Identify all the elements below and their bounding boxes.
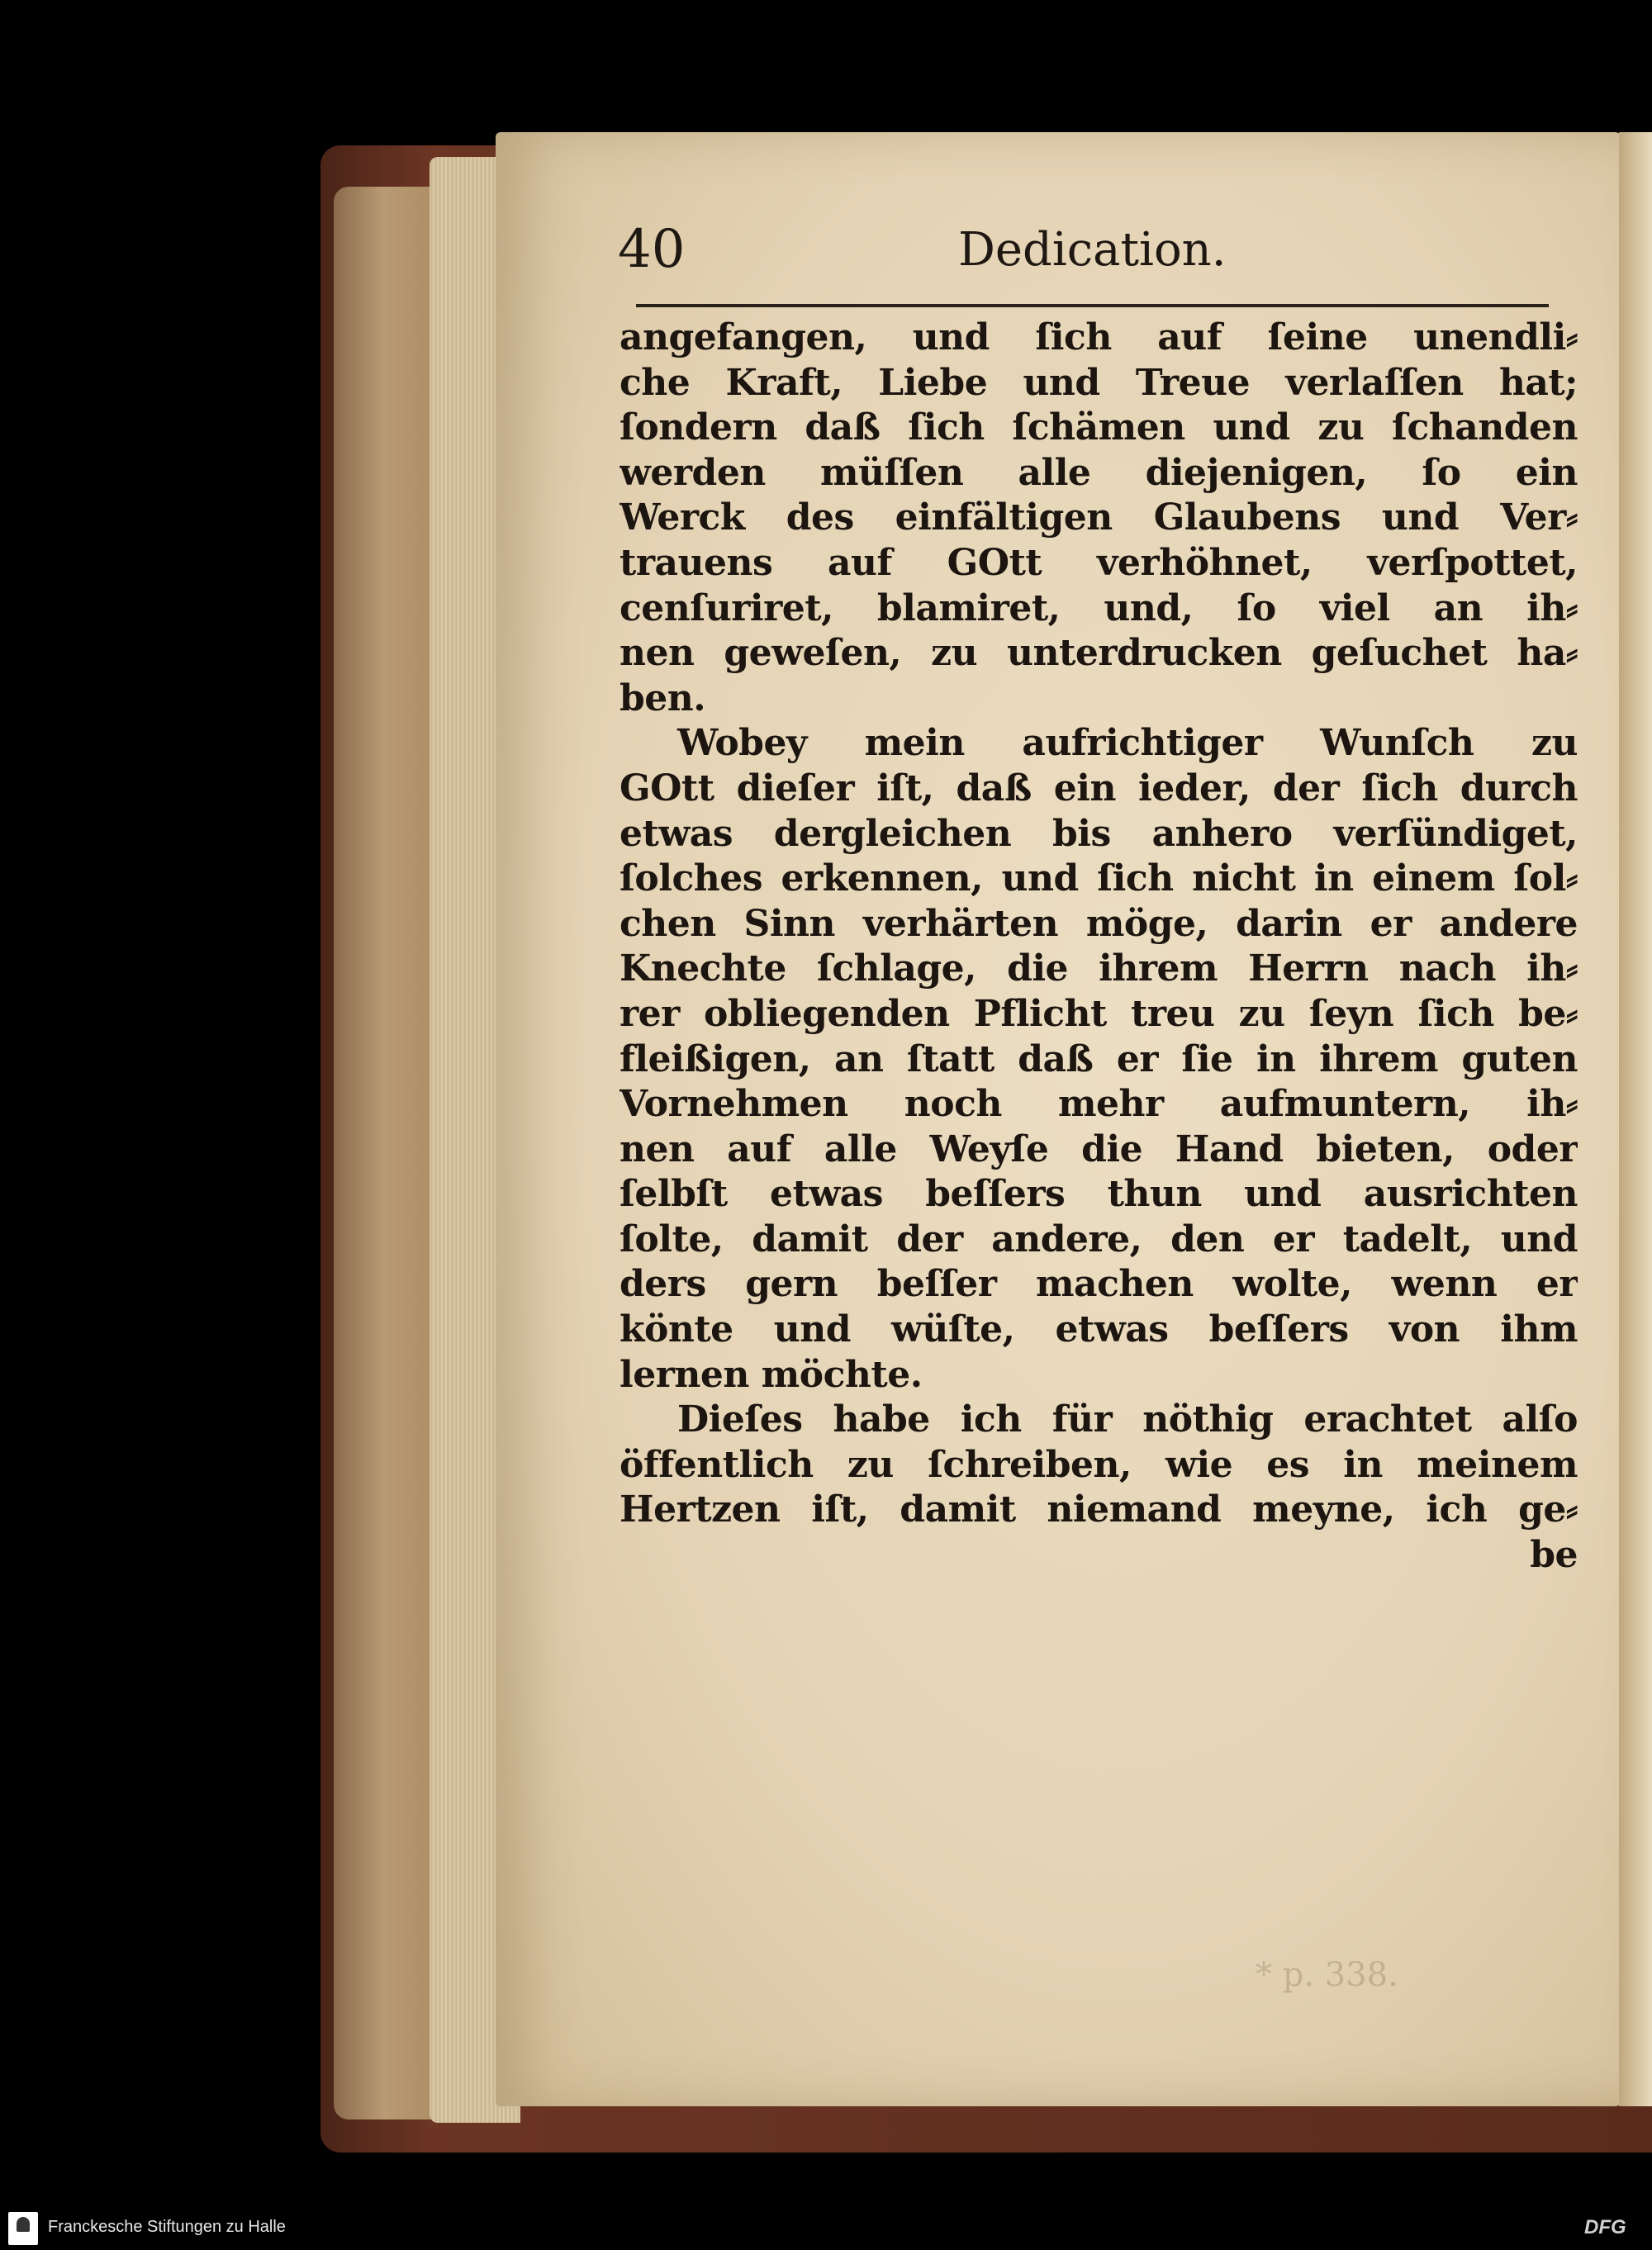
- text-line: etwas dergleichen bis anhero verſündiget,: [620, 812, 1578, 855]
- text-line: öffentlich zu ſchreiben, wie es in meinem: [620, 1443, 1578, 1486]
- text-line: Knechte ſchlage, die ihrem Herrn nach ih⸗: [620, 947, 1578, 990]
- text-line: Hertzen iſt, damit niemand meyne, ich ge⸗: [620, 1488, 1578, 1531]
- footer-institution: Franckesche Stiftungen zu Halle: [48, 2218, 286, 2236]
- text-line: GOtt dieſer iſt, daß ein ieder, der ſich durch: [620, 767, 1578, 809]
- text-line: Wobey mein aufrichtiger Wunſch zu: [677, 722, 1578, 765]
- text-line: chen Sinn verhärten möge, darin er andere: [620, 902, 1578, 945]
- text-line: Werck des einfältigen Glaubens und Ver⸗: [620, 496, 1578, 539]
- show-through-text: * p. 338.: [1256, 1956, 1398, 1994]
- catchword: be: [1530, 1534, 1578, 1577]
- text-line: ſelbſt etwas beſſers thun und ausrichten: [620, 1173, 1578, 1216]
- text-line: cenſuriret, blamiret, und, ſo viel an ih⸗: [620, 586, 1578, 629]
- funder-logo: DFG: [1584, 2216, 1626, 2238]
- text-line: ſondern daß ſich ſchämen und zu ſchanden: [620, 406, 1578, 449]
- text-line: nen geweſen, zu unterdrucken geſuchet ha⸗: [620, 632, 1578, 675]
- text-line: ders gern beſſer machen wolte, wenn er: [620, 1263, 1578, 1306]
- text-line: rer obliegenden Pflicht treu zu ſeyn ſich be⸗: [620, 992, 1578, 1035]
- text-line: Vornehmen noch mehr aufmuntern, ih⸗: [620, 1083, 1578, 1126]
- text-line: ſolches erkennen, und ſich nicht in einem ſol⸗: [620, 857, 1578, 900]
- header-rule: [636, 304, 1549, 307]
- text-line: trauens auf GOtt verhöhnet, verſpottet,: [620, 541, 1578, 584]
- text-line: ſolte, damit der andere, den er tadelt, und: [620, 1218, 1578, 1260]
- running-head: Dedication.: [958, 223, 1227, 277]
- text-line: Dieſes habe ich für nöthig erachtet alſo: [677, 1398, 1578, 1441]
- text-line: könte und wüſte, etwas beſſers von ihm: [620, 1308, 1578, 1351]
- page-number: 40: [618, 219, 686, 280]
- text-line: angefangen, und ſich auf ſeine unendli⸗: [620, 316, 1578, 358]
- text-line: werden müſſen alle diejenigen, ſo ein: [620, 451, 1578, 494]
- text-line: lernen möchte.: [620, 1353, 923, 1396]
- text-line: nen auf alle Weyſe die Hand bieten, oder: [620, 1127, 1578, 1170]
- page-body-text: [620, 316, 1578, 1578]
- institution-logo-icon: [8, 2212, 38, 2245]
- facing-page-edge: [1619, 132, 1652, 2106]
- text-line: che Kraft, Liebe und Treue verlaſſen hat;: [620, 361, 1578, 404]
- text-line: fleißigen, an ſtatt daß er ſie in ihrem guten: [620, 1037, 1578, 1080]
- text-line: ben.: [620, 676, 706, 719]
